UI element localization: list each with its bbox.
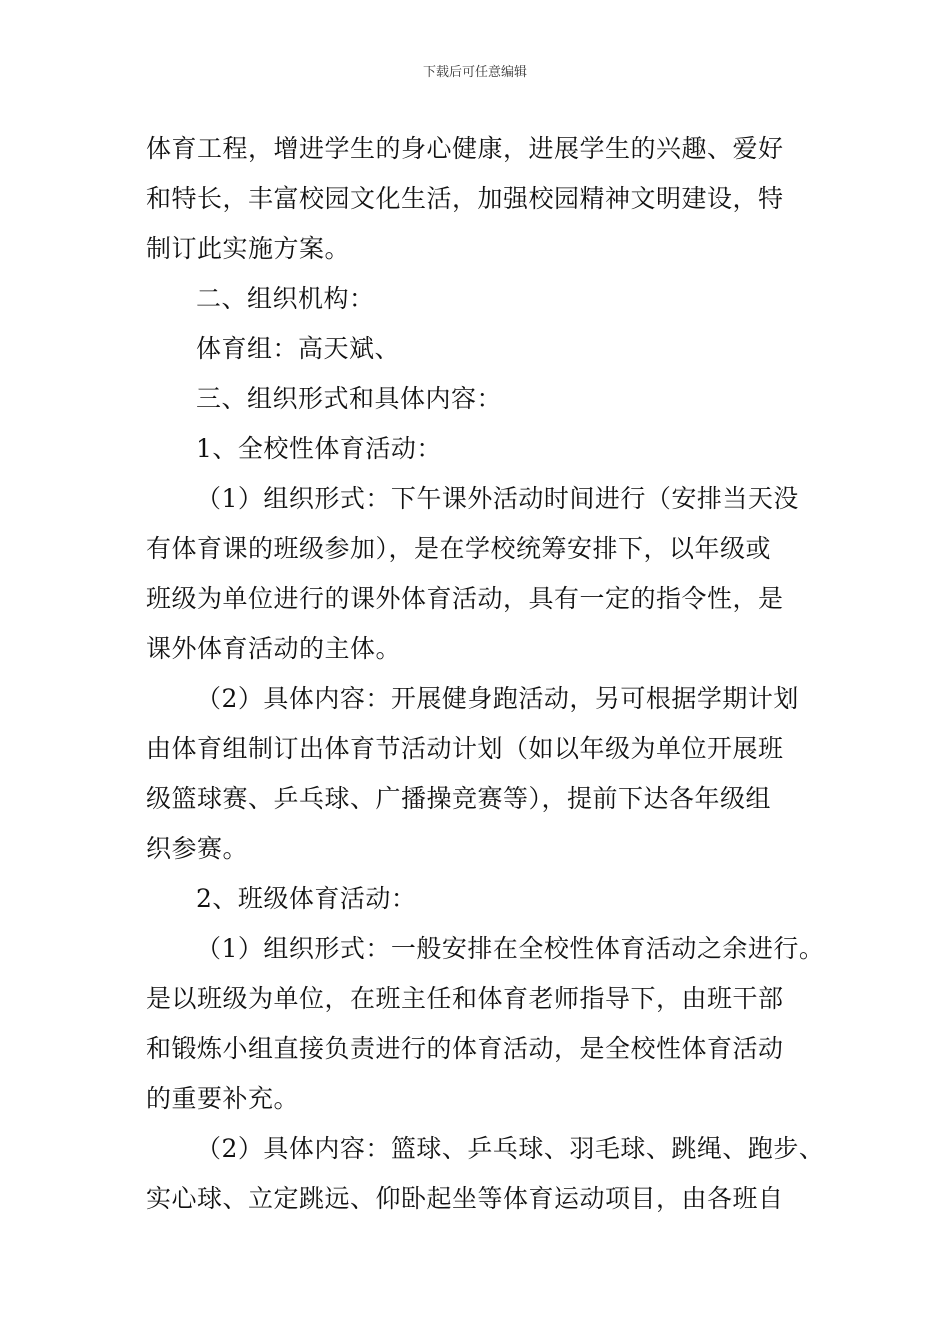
paragraph-line: 体育工程，增进学生的身心健康，进展学生的兴趣、爱好: [146, 134, 784, 163]
paragraph-line: 的重要补充。: [146, 1084, 300, 1113]
section-heading: 三、组织形式和具体内容：: [196, 384, 503, 413]
subsection-heading: 1、全校性体育活动：: [196, 434, 442, 463]
paragraph-line: （1）组织形式：一般安排在全校性体育活动之余进行。: [196, 934, 825, 963]
paragraph-line: 实心球、立定跳远、仰卧起坐等体育运动项目，由各班自: [146, 1184, 784, 1213]
paragraph-line: 由体育组制订出体育节活动计划（如以年级为单位开展班: [146, 734, 784, 763]
paragraph-line: 制订此实施方案。: [146, 234, 351, 263]
section-heading: 二、组织机构：: [196, 284, 375, 313]
subsection-heading: 2、班级体育活动：: [196, 884, 417, 913]
paragraph-line: （2）具体内容：开展健身跑活动，另可根据学期计划: [196, 684, 799, 713]
paragraph-line: 级篮球赛、乒乓球、广播操竞赛等），提前下达各年级组: [146, 784, 772, 813]
paragraph-line: 是以班级为单位，在班主任和体育老师指导下，由班干部: [146, 984, 784, 1013]
paragraph-line: 课外体育活动的主体。: [146, 634, 402, 663]
paragraph-line: （2）具体内容：篮球、乒乓球、羽毛球、跳绳、跑步、: [196, 1134, 825, 1163]
paragraph-line: 和锻炼小组直接负责进行的体育活动，是全校性体育活动: [146, 1034, 784, 1063]
paragraph-line: 体育组：高天斌、: [196, 334, 401, 363]
page-header: 下载后可任意编辑: [422, 65, 527, 80]
paragraph-line: 有体育课的班级参加），是在学校统筹安排下，以年级或: [146, 534, 772, 563]
paragraph-line: 和特长，丰富校园文化生活，加强校园精神文明建设，特: [146, 184, 784, 213]
paragraph-line: 班级为单位进行的课外体育活动，具有一定的指令性，是: [146, 584, 784, 613]
paragraph-line: 织参赛。: [146, 834, 249, 863]
paragraph-line: （1）组织形式：下午课外活动时间进行（安排当天没: [196, 484, 799, 513]
